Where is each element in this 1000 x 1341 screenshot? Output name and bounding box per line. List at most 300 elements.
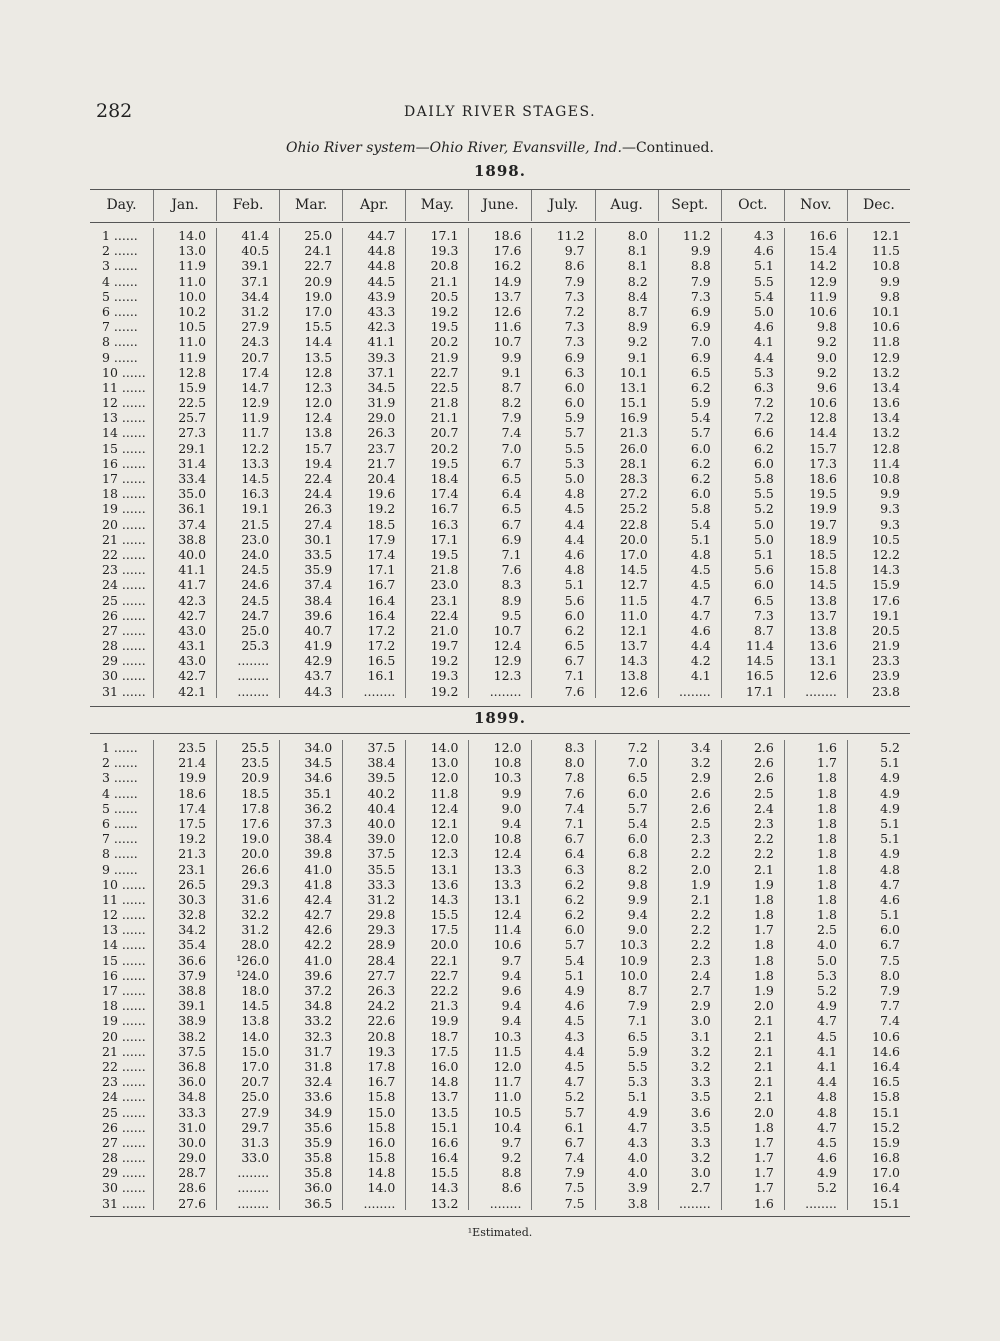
day-label: 20 ...... — [102, 1028, 146, 1044]
stage-value: 33.5 — [304, 546, 333, 562]
stage-value: 9.6 — [817, 379, 837, 395]
stage-value: 41.7 — [178, 577, 207, 593]
stage-value: 12.8 — [304, 364, 333, 380]
stage-value: 36.6 — [178, 952, 207, 968]
stage-value: 7.1 — [564, 668, 585, 684]
stage-value: 18.4 — [430, 471, 459, 486]
stage-value: 39.6 — [304, 967, 333, 983]
stage-value: 10.0 — [619, 967, 648, 983]
stage-value: 7.4 — [564, 1150, 585, 1166]
stage-value: 19.4 — [304, 455, 333, 471]
column-header: Oct. — [721, 190, 784, 221]
stage-value: 20.9 — [241, 770, 270, 786]
stage-value: 1.8 — [817, 785, 837, 801]
stage-value: 42.3 — [367, 319, 396, 335]
stage-value: 4.0 — [627, 1165, 648, 1181]
stage-value: 4.5 — [564, 501, 585, 517]
stage-value: 19.3 — [430, 243, 459, 259]
stage-value: 15.9 — [872, 1134, 900, 1150]
stage-value: 2.7 — [690, 1180, 711, 1196]
stage-value: 2.5 — [753, 785, 774, 801]
column-header-row — [90, 190, 910, 221]
stage-value: 12.1 — [872, 228, 900, 243]
stage-value: 15.8 — [809, 562, 837, 578]
month-column — [468, 228, 531, 698]
stage-value: 9.9 — [627, 891, 648, 907]
stage-value: 6.0 — [564, 922, 585, 938]
day-label: 19 ...... — [102, 1013, 146, 1029]
stage-value: 6.7 — [564, 653, 585, 669]
stage-value: 4.5 — [690, 562, 711, 578]
stage-value: 6.2 — [690, 471, 711, 486]
stage-value: 7.2 — [753, 395, 774, 411]
stage-value: 6.9 — [564, 349, 585, 365]
stage-value: 2.5 — [690, 815, 711, 831]
stage-value: 15.1 — [430, 1119, 459, 1135]
day-label: 20 ...... — [102, 516, 146, 532]
day-label: 13 ...... — [102, 922, 146, 938]
stage-value: 6.2 — [564, 876, 585, 892]
day-label: 25 ...... — [102, 592, 146, 608]
stage-value: 4.0 — [627, 1150, 648, 1166]
stage-value: 17.1 — [367, 562, 396, 578]
stage-value: 7.4 — [880, 1013, 900, 1029]
stage-value: 13.1 — [809, 653, 837, 669]
stage-value: 14.8 — [367, 1165, 396, 1181]
stage-value: 3.6 — [690, 1104, 711, 1120]
stage-value: 20.5 — [430, 288, 459, 304]
stage-value: 43.3 — [367, 303, 396, 319]
stage-value: 4.7 — [817, 1013, 837, 1029]
stage-value: 15.1 — [619, 395, 648, 411]
day-column — [90, 740, 153, 1210]
day-label: 14 ...... — [102, 937, 146, 953]
stage-value: 12.0 — [493, 1058, 522, 1074]
stage-value: 1.7 — [753, 1180, 774, 1196]
stage-value: 2.1 — [753, 1074, 774, 1090]
stage-value: 40.7 — [304, 622, 333, 638]
stage-value: 17.0 — [304, 303, 333, 319]
stage-value: 3.2 — [690, 1058, 711, 1074]
stage-value: 12.9 — [493, 653, 522, 669]
stage-value: 29.7 — [241, 1119, 270, 1135]
stage-value: 17.2 — [367, 622, 396, 638]
stage-value: 4.7 — [817, 1119, 837, 1135]
stage-value: 11.0 — [619, 607, 648, 623]
stage-value: 37.1 — [367, 364, 396, 380]
stage-value: 29.3 — [367, 922, 396, 938]
stage-value: 13.2 — [872, 425, 900, 441]
month-column — [847, 740, 910, 1210]
stage-value: 17.1 — [745, 683, 774, 699]
stage-value: 13.8 — [809, 622, 837, 638]
stage-value: 5.5 — [564, 440, 585, 456]
stage-value: 39.5 — [367, 770, 396, 786]
stage-value: 24.2 — [367, 998, 396, 1014]
stage-value: 19.9 — [809, 501, 837, 517]
stage-value: 41.8 — [304, 876, 333, 892]
stage-value: 5.3 — [564, 455, 585, 471]
stage-value: 6.5 — [627, 770, 648, 786]
stage-value: 22.2 — [430, 983, 459, 998]
stage-value: 3.0 — [690, 1013, 711, 1029]
stage-value: 17.3 — [809, 455, 837, 471]
year-heading-1898: 1898. — [474, 162, 526, 180]
stage-value: 2.9 — [690, 770, 711, 786]
stage-value: 1.8 — [817, 800, 837, 816]
stage-value: 20.0 — [241, 846, 270, 862]
stage-value: 2.6 — [753, 755, 774, 771]
stage-value: 1.8 — [753, 891, 774, 907]
stage-value: 5.0 — [753, 531, 774, 547]
stage-value: 15.8 — [367, 1089, 396, 1105]
stage-value: 26.6 — [241, 861, 270, 877]
month-column — [784, 740, 847, 1210]
stage-value: 16.1 — [367, 668, 396, 684]
stage-value: 16.4 — [872, 1180, 900, 1196]
stage-value: ¹26.0 — [236, 952, 270, 968]
stage-value: 7.9 — [564, 1165, 585, 1181]
stage-value: 32.4 — [304, 1074, 333, 1090]
stage-value: 22.4 — [430, 607, 459, 623]
stage-value: 36.8 — [178, 1058, 207, 1074]
stage-value: 11.4 — [493, 922, 522, 938]
stage-value: 5.2 — [564, 1089, 585, 1105]
day-label: 5 ...... — [102, 800, 138, 816]
stage-value: 43.1 — [178, 638, 207, 654]
column-header: Mar. — [279, 190, 342, 221]
stage-value: 7.3 — [564, 319, 585, 335]
stage-value: 23.3 — [872, 653, 900, 669]
stage-value: 13.4 — [872, 410, 900, 426]
stage-value: 37.2 — [304, 983, 333, 998]
stage-value: 22.7 — [430, 364, 459, 380]
stage-value: 13.5 — [304, 349, 333, 365]
stage-value: 8.0 — [564, 755, 585, 771]
stage-value: 6.1 — [564, 1119, 585, 1135]
stage-value: 5.9 — [690, 395, 711, 411]
stage-value: 15.2 — [872, 1119, 900, 1135]
stage-value: 1.6 — [817, 740, 837, 755]
stage-value: ........ — [805, 683, 837, 699]
stage-value: 42.7 — [178, 607, 207, 623]
stage-value: 40.4 — [367, 800, 396, 816]
stage-value: 16.9 — [619, 410, 648, 426]
stage-value: 33.6 — [304, 1089, 333, 1105]
stage-value: 4.5 — [817, 1134, 837, 1150]
stage-value: 2.6 — [690, 785, 711, 801]
stage-value: 12.1 — [619, 622, 648, 638]
stage-value: 11.0 — [178, 273, 207, 289]
stage-value: 7.2 — [627, 740, 648, 755]
stage-value: 5.0 — [817, 952, 837, 968]
stage-value: 41.9 — [304, 638, 333, 654]
stage-value: 6.0 — [564, 395, 585, 411]
stage-value: 17.1 — [430, 228, 459, 243]
stage-value: 25.7 — [178, 410, 207, 426]
stage-value: 15.5 — [430, 1165, 459, 1181]
stage-value: 6.0 — [627, 831, 648, 847]
column-header: Sept. — [658, 190, 721, 221]
stage-value: 13.7 — [493, 288, 522, 304]
stage-value: 16.4 — [430, 1150, 459, 1166]
stage-value: 1.8 — [817, 891, 837, 907]
stage-value: 15.5 — [430, 907, 459, 923]
stage-value: 17.4 — [241, 364, 270, 380]
stage-value: 6.3 — [753, 379, 774, 395]
stage-value: 4.9 — [627, 1104, 648, 1120]
stage-value: 7.0 — [627, 755, 648, 771]
stage-value: 36.2 — [304, 800, 333, 816]
stage-value: 13.6 — [872, 395, 900, 411]
stage-value: 23.5 — [241, 755, 270, 771]
stage-value: 36.0 — [178, 1074, 207, 1090]
stage-value: 2.0 — [753, 1104, 774, 1120]
stage-value: 39.6 — [304, 607, 333, 623]
day-label: 30 ...... — [102, 1180, 146, 1196]
day-label: 11 ...... — [102, 891, 146, 907]
stage-value: 14.3 — [430, 891, 459, 907]
stage-value: 16.5 — [745, 668, 774, 684]
stage-value: 11.8 — [872, 334, 900, 350]
stage-value: 7.6 — [564, 683, 585, 699]
stage-value: 21.4 — [178, 755, 207, 771]
stage-value: 39.8 — [304, 846, 333, 862]
column-header: Day. — [106, 197, 137, 213]
stage-value: 6.5 — [753, 592, 774, 608]
column-header: Nov. — [784, 190, 847, 221]
stage-value: 8.0 — [627, 228, 648, 243]
stage-value: 8.6 — [564, 258, 585, 274]
stage-value: 6.5 — [627, 1028, 648, 1044]
stage-value: 1.7 — [753, 1134, 774, 1150]
stage-value: 7.0 — [690, 334, 711, 350]
day-label: 26 ...... — [102, 607, 146, 623]
stage-value: 17.0 — [241, 1058, 270, 1074]
stage-value: 4.8 — [564, 486, 585, 502]
stage-value: 20.0 — [430, 937, 459, 953]
stage-value: 7.3 — [564, 334, 585, 350]
stage-value: 19.5 — [430, 455, 459, 471]
stage-value: 11.9 — [178, 349, 207, 365]
stage-value: 1.9 — [753, 983, 774, 998]
stage-value: 34.9 — [304, 1104, 333, 1120]
stage-value: 27.6 — [178, 1195, 207, 1211]
stage-value: 28.9 — [367, 937, 396, 953]
stage-value: 6.5 — [501, 501, 522, 517]
stage-value: 28.3 — [619, 471, 648, 486]
stage-value: 8.8 — [501, 1165, 522, 1181]
stage-value: 14.3 — [430, 1180, 459, 1196]
stage-value: 20.9 — [304, 273, 333, 289]
stage-value: 13.3 — [493, 861, 522, 877]
stage-value: 11.5 — [619, 592, 648, 608]
stage-value: 25.5 — [241, 740, 270, 755]
day-label: 23 ...... — [102, 562, 146, 578]
stage-value: 6.8 — [627, 846, 648, 862]
stage-value: 10.8 — [493, 755, 522, 771]
stage-value: 6.7 — [880, 937, 900, 953]
stage-value: 31.2 — [367, 891, 396, 907]
stage-value: 9.6 — [501, 983, 522, 998]
stage-value: 17.1 — [430, 531, 459, 547]
stage-value: 38.9 — [178, 1013, 207, 1029]
stage-value: 32.8 — [178, 907, 207, 923]
stage-value: 4.4 — [817, 1074, 837, 1090]
stage-value: 6.9 — [690, 303, 711, 319]
stage-value: 2.0 — [753, 998, 774, 1014]
stage-value: 10.6 — [809, 303, 837, 319]
stage-value: 12.3 — [493, 668, 522, 684]
stage-value: 4.6 — [564, 546, 585, 562]
stage-value: 15.7 — [809, 440, 837, 456]
stage-value: 26.3 — [367, 983, 396, 998]
stage-value: 1.8 — [753, 937, 774, 953]
stage-value: 32.2 — [241, 907, 270, 923]
day-label: 4 ...... — [102, 785, 138, 801]
day-label: 12 ...... — [102, 395, 146, 411]
stage-value: 16.4 — [367, 607, 396, 623]
stage-value: 25.3 — [241, 638, 270, 654]
stage-value: 28.7 — [178, 1165, 207, 1181]
stage-value: 11.2 — [682, 228, 711, 243]
stage-value: 14.4 — [304, 334, 333, 350]
stage-value: 12.4 — [304, 410, 333, 426]
stage-value: 44.5 — [367, 273, 396, 289]
stage-value: 1.8 — [817, 907, 837, 923]
stage-value: 17.5 — [178, 815, 207, 831]
stage-value: 5.1 — [753, 546, 774, 562]
stage-value: 19.1 — [872, 607, 900, 623]
stage-value: 14.0 — [178, 228, 207, 243]
stage-value: 2.4 — [690, 967, 711, 983]
stage-value: 9.0 — [501, 800, 522, 816]
stage-value: 6.7 — [501, 516, 522, 532]
stage-value: 35.8 — [304, 1165, 333, 1181]
stage-value: 9.4 — [501, 998, 522, 1014]
day-label: 29 ...... — [102, 653, 146, 669]
stage-value: 4.4 — [564, 516, 585, 532]
stage-value: 34.0 — [304, 740, 333, 755]
stage-value: 4.7 — [880, 876, 900, 892]
stage-value: 36.0 — [304, 1180, 333, 1196]
stage-value: 6.0 — [627, 785, 648, 801]
stage-value: 23.7 — [367, 440, 396, 456]
stage-value: 3.3 — [690, 1134, 711, 1150]
stage-value: 5.1 — [627, 1089, 648, 1105]
stage-value: 3.3 — [690, 1074, 711, 1090]
stage-value: 15.9 — [178, 379, 207, 395]
stage-value: 7.2 — [753, 410, 774, 426]
day-label: 1 ...... — [102, 740, 138, 755]
stage-value: 14.9 — [493, 273, 522, 289]
stage-value: 5.3 — [817, 967, 837, 983]
day-label: 28 ...... — [102, 1150, 146, 1166]
stage-value: 8.8 — [690, 258, 711, 274]
stage-value: 7.1 — [564, 815, 585, 831]
stage-value: 21.1 — [430, 410, 459, 426]
stage-value: 4.2 — [690, 653, 711, 669]
stage-value: 11.7 — [241, 425, 270, 441]
stage-value: 1.7 — [817, 755, 837, 771]
stage-value: 6.4 — [501, 486, 522, 502]
stage-value: 13.1 — [493, 891, 522, 907]
stage-value: 19.2 — [367, 501, 396, 517]
day-label: 18 ...... — [102, 998, 146, 1014]
day-label: 16 ...... — [102, 967, 146, 983]
stage-value: 1.8 — [817, 861, 837, 877]
stage-value: 37.4 — [178, 516, 207, 532]
stage-value: 18.5 — [241, 785, 270, 801]
stage-value: 9.8 — [817, 319, 837, 335]
stage-value: 30.3 — [178, 891, 207, 907]
stage-value: 5.3 — [753, 364, 774, 380]
stage-value: 34.8 — [178, 1089, 207, 1105]
stage-value: 2.9 — [690, 998, 711, 1014]
subtitle-italic: Ohio River system—Ohio River, Evansville, Ind. — [286, 140, 622, 156]
day-label: 15 ...... — [102, 440, 146, 456]
stage-value: 5.1 — [880, 831, 900, 847]
day-label: 9 ...... — [102, 349, 138, 365]
stage-value: 10.5 — [872, 531, 900, 547]
stage-value: 6.0 — [690, 486, 711, 502]
stage-value: 2.2 — [690, 907, 711, 923]
stage-value: 38.2 — [178, 1028, 207, 1044]
stage-value: 10.3 — [493, 1028, 522, 1044]
stage-value: 2.1 — [753, 1028, 774, 1044]
stage-value: 37.9 — [178, 967, 207, 983]
stage-value: 4.7 — [690, 592, 711, 608]
day-label: 2 ...... — [102, 755, 138, 771]
stage-value: 5.2 — [880, 740, 900, 755]
stage-value: 30.0 — [178, 1134, 207, 1150]
stage-value: 16.3 — [241, 486, 270, 502]
stage-value: 20.5 — [872, 622, 900, 638]
day-label: 6 ...... — [102, 303, 138, 319]
stage-value: 4.9 — [817, 1165, 837, 1181]
stage-value: 43.9 — [367, 288, 396, 304]
stage-value: 8.4 — [627, 288, 648, 304]
stage-value: 9.5 — [501, 607, 522, 623]
stage-value: 6.5 — [564, 638, 585, 654]
stage-value: 13.4 — [872, 379, 900, 395]
stage-value: 22.7 — [304, 258, 333, 274]
stage-value: 4.5 — [564, 1013, 585, 1029]
page-number: 282 — [96, 100, 133, 122]
stage-value: 13.8 — [241, 1013, 270, 1029]
stage-value: 37.4 — [304, 577, 333, 593]
stage-value: 3.9 — [627, 1180, 648, 1196]
stage-value: 7.4 — [564, 800, 585, 816]
stage-value: 1.9 — [753, 876, 774, 892]
stage-value: 31.2 — [241, 303, 270, 319]
day-label: 24 ...... — [102, 577, 146, 593]
stage-value: 12.4 — [430, 800, 459, 816]
column-header: May. — [405, 190, 468, 221]
stage-value: 43.7 — [304, 668, 333, 684]
stage-value: 13.1 — [619, 379, 648, 395]
stage-value: 7.3 — [753, 607, 774, 623]
stage-value: 24.1 — [304, 243, 333, 259]
stage-value: 11.2 — [556, 228, 585, 243]
month-column — [595, 740, 658, 1210]
stage-value: 19.5 — [430, 319, 459, 335]
stage-value: 13.8 — [619, 668, 648, 684]
stage-value: 43.0 — [178, 653, 207, 669]
stage-value: 21.8 — [430, 562, 459, 578]
stage-value: ........ — [237, 683, 270, 699]
stage-value: 14.6 — [872, 1043, 900, 1059]
